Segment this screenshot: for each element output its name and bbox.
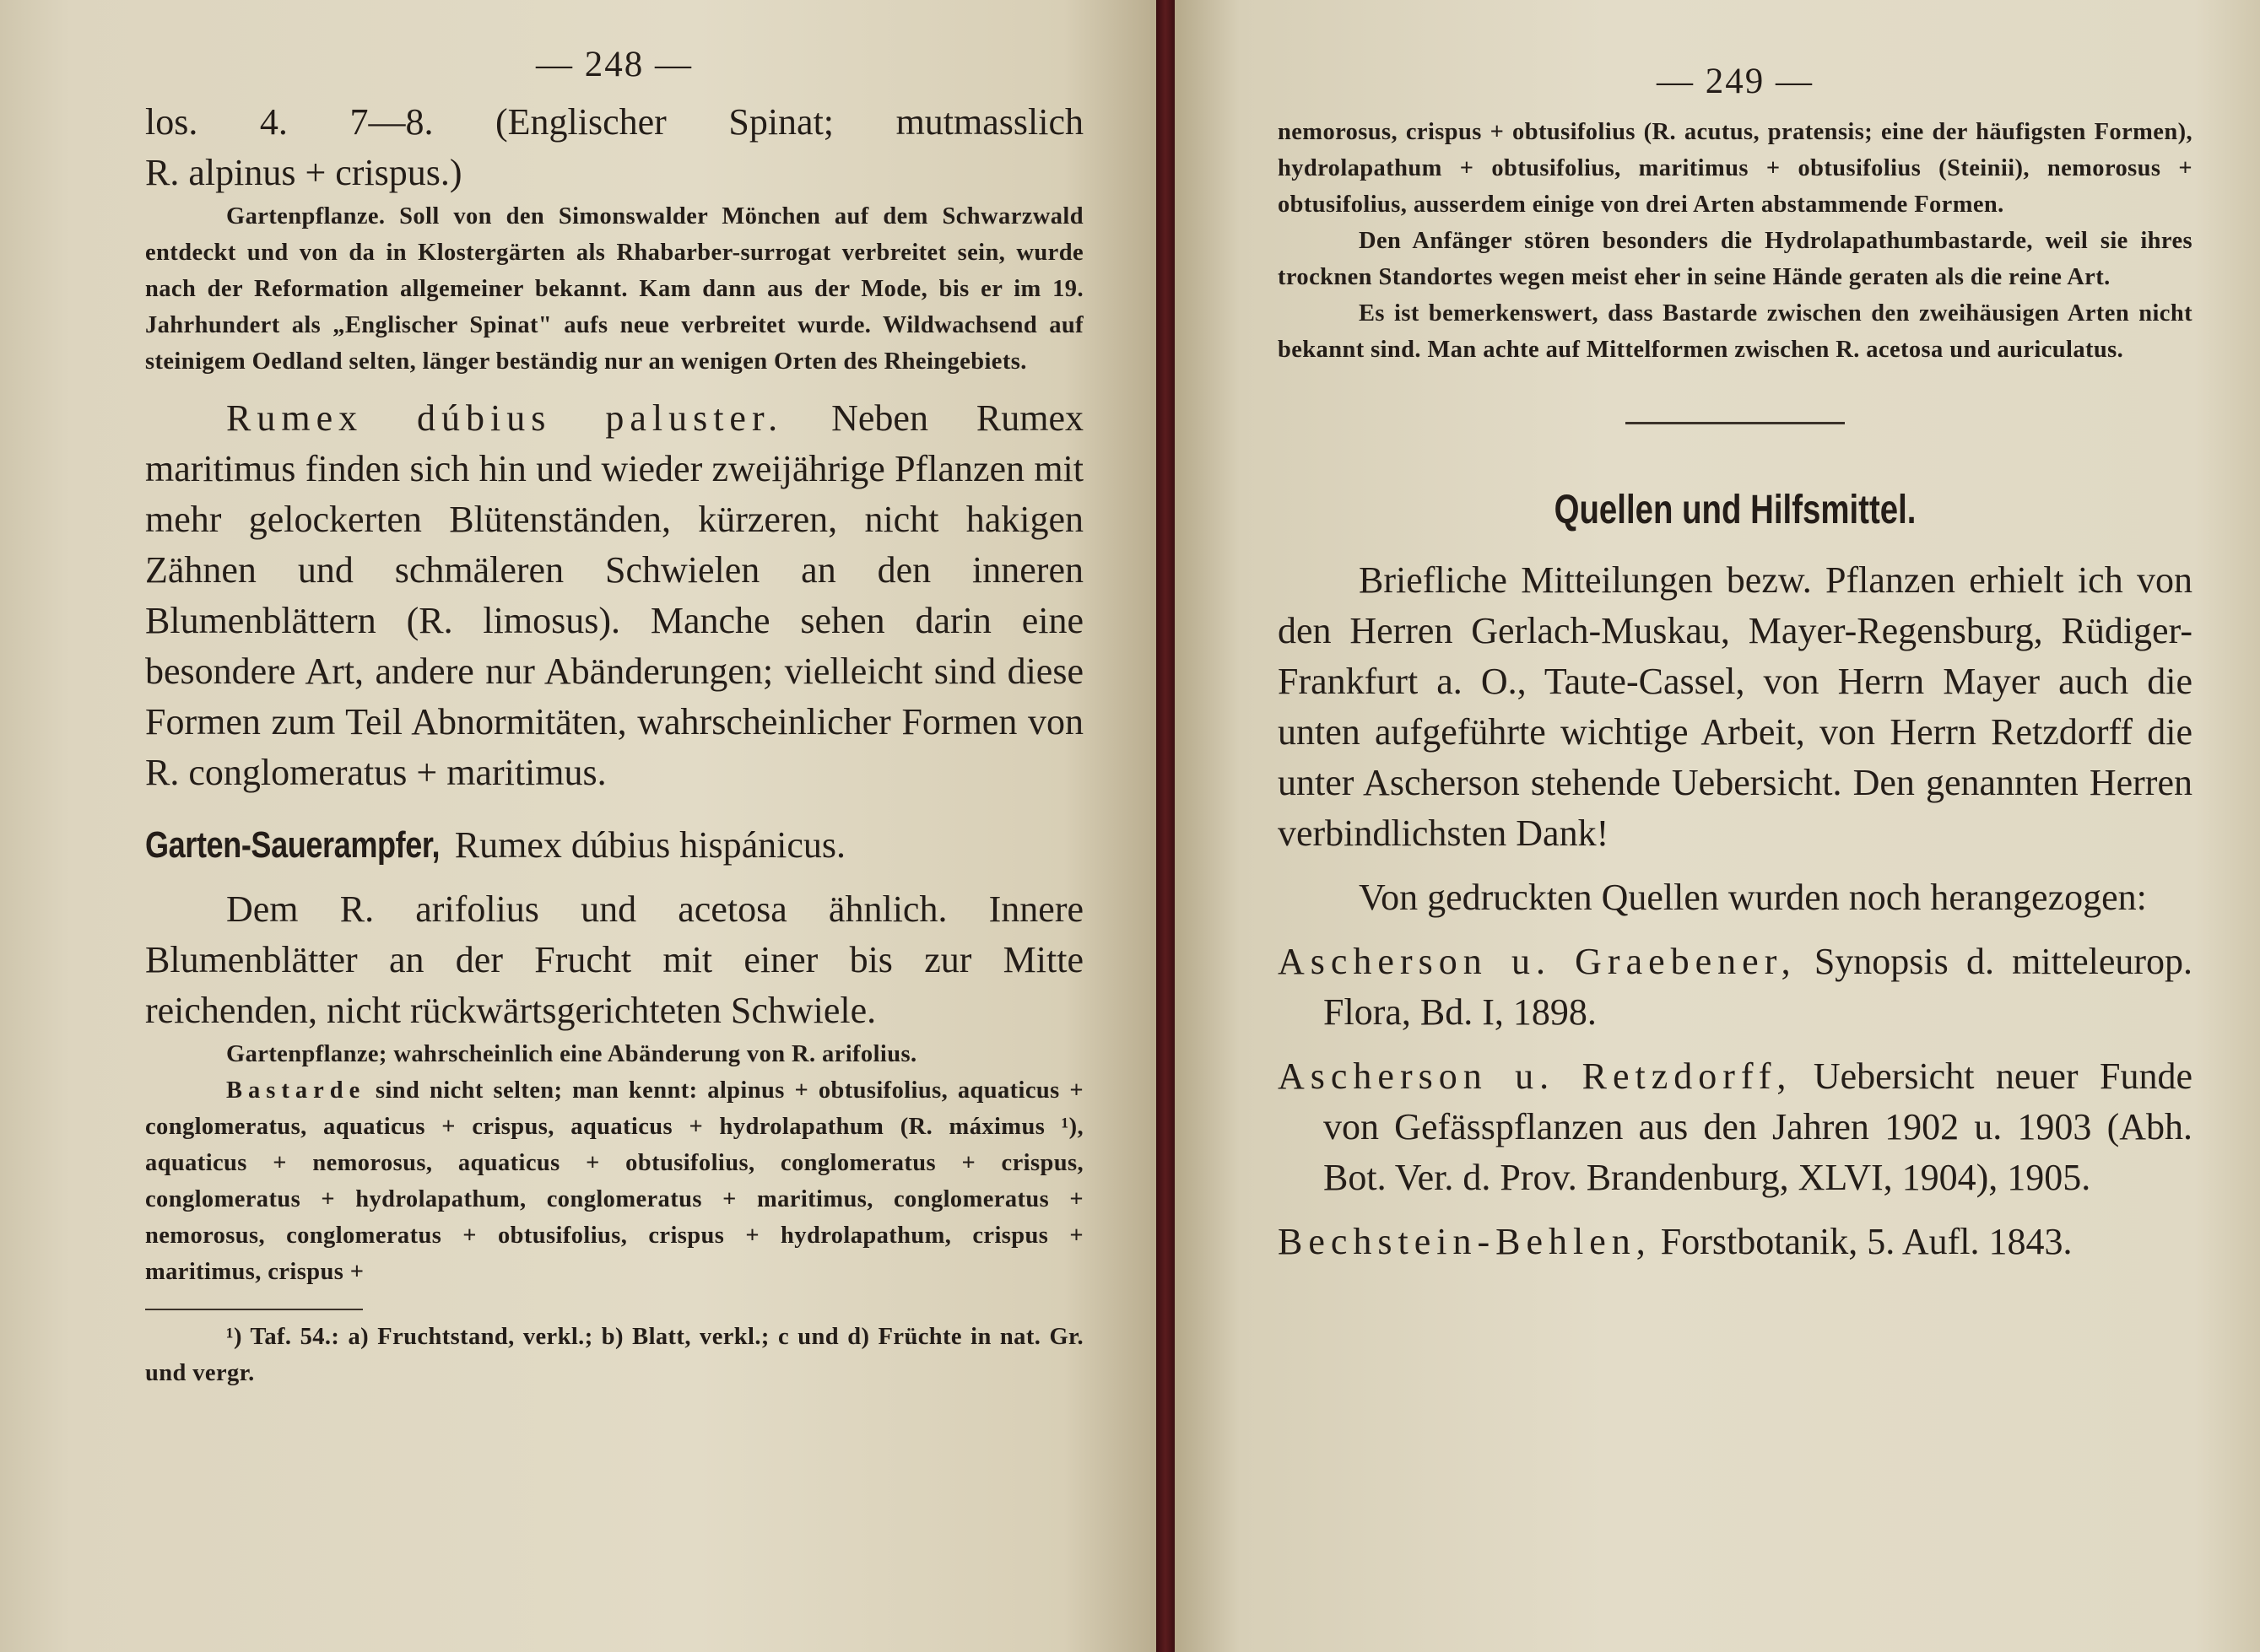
paragraph-hispanicus: Dem R. arifolius und acetosa ähnlich. Innere Blumenblätter an der Frucht mit einer bis zur Mitte reichenden, nicht rückwärtsgerichteten Schwiele. — [145, 888, 1084, 1031]
taxon-name: Rumex dúbius paluster. — [226, 397, 784, 439]
paragraph-bastarde — [145, 1072, 1084, 1290]
right-page — [1175, 0, 2260, 1652]
reference-item — [1278, 1217, 2192, 1267]
paragraph-hispanicus-note: Gartenpflanze; wahrscheinlich eine Abänderung von R. arifolius. — [226, 1041, 917, 1067]
reference-author: Ascherson u. Retzdorff, — [1278, 1055, 1792, 1097]
paragraph-paluster-body: Neben Rumex maritimus finden sich hin und wieder zweijährige Pflanzen mit mehr gelockerten Blütenständen, kürzeren, nicht hakigen Zähnen und schmäleren Schwielen an den inneren Blumenblättern (R. limosus). Manche sehen darin eine besondere Art, andere nur Abänderungen; vielleicht sind diese Formen zum Teil Abnormitäten, wahrscheinlicher Formen von R. conglomeratus + maritimus. — [145, 397, 1084, 793]
reference-text: Uebersicht neuer Funde von Gefässpflanzen aus den Jahren 1902 u. 1903 (Abh. Bot. Ver. d. Prov. Brandenburg, XLVI, 1904), 1905. — [1323, 1055, 2192, 1198]
paragraph-briefliche: Briefliche Mitteilungen bezw. Pflanzen erhielt ich von den Herren Gerlach-Muskau, Mayer-Regensburg, Rüdiger-Frankfurt a. O., Taute-Cassel, von Herrn Mayer auch die unten aufgeführte wichtige Arbeit, von Herrn Retzdorff die unter Ascherson stehende Uebersicht. Den genannten Herren verbindlichsten Dank! — [1278, 559, 2192, 854]
section-heading — [145, 820, 1084, 871]
paragraph-gedruckte: Von gedruckten Quellen wurden noch herangezogen: — [1359, 877, 2147, 918]
reference-item — [1278, 1051, 2192, 1203]
bastarde-body: sind nicht selten; man kennt: alpinus + obtusifolius, aquaticus + conglomeratus, aquaticus + crispus, aquaticus + hydrolapathum (R. máximus ¹), aquaticus + nemorosus, aquaticus + obtusifolius, conglomeratus + crispus, conglomeratus + hydrolapathum, conglomeratus + maritimus, conglomeratus + nemorosus, conglomeratus + obtusifolius, crispus + hydrolapathum, crispus + maritimus, crispus + — [145, 1077, 1084, 1285]
section-title — [1278, 487, 2192, 533]
bastarde-label: Bastarde — [226, 1077, 366, 1104]
footnote-rule — [145, 1309, 363, 1310]
reference-author: Bechstein-Behlen, — [1278, 1221, 1652, 1262]
page-number-right: — 249 — — [1657, 62, 1814, 101]
footnote: ¹) Taf. 54.: a) Fruchtstand, verkl.; b) Blatt, verkl.; c und d) Früchte in nat. Gr. und vergr. — [145, 1324, 1084, 1386]
paragraph-continuation: nemorosus, crispus + obtusifolius (R. acutus, pratensis; eine der häufigsten Formen), hydrolapathum + obtusifolius, maritimus + obtusifolius (Steinii), nemorosus + obtusifolius, ausserdem einige von drei Arten abstammende Formen. — [1278, 119, 2192, 218]
paragraph-anfaenger: Den Anfänger stören besonders die Hydrolapathumbastarde, weil sie ihres trocknen Standortes wegen meist eher in seine Hände geraten als die reine Art. — [1278, 228, 2192, 290]
section-title-text: Quellen und Hilfsmittel. — [1554, 488, 1917, 532]
reference-text: Forstbotanik, 5. Aufl. 1843. — [1660, 1221, 2073, 1262]
reference-author: Ascherson u. Graebener, — [1278, 941, 1797, 982]
paragraph-spinat-line2: R. alpinus + crispus.) — [145, 152, 462, 193]
paragraph-spinat-line1: los. 4. 7—8. (Englischer Spinat; mutmasslich — [145, 101, 1084, 143]
paragraph-bemerkenswert: Es ist bemerkenswert, dass Bastarde zwischen den zweihäusigen Arten nicht bekannt sind. Man achte auf Mittelformen zwischen R. acetosa und auriculatus. — [1278, 300, 2192, 363]
heading-taxon: Rumex dúbius hispánicus. — [454, 824, 846, 866]
paragraph-paluster — [145, 393, 1084, 798]
heading-garten-sauerampfer: Garten-Sauerampfer, — [145, 824, 441, 866]
reference-item — [1278, 937, 2192, 1038]
book-gutter — [1156, 0, 1175, 1652]
paragraph-gartenpflanze: Gartenpflanze. Soll von den Simonswalder Mönchen auf dem Schwarzwald entdeckt und von da in Klostergärten als Rhabarber-surrogat verbreitet sein, wurde nach der Reformation allgemeiner bekannt. Kam dann aus der Mode, bis er im 19. Jahrhundert als „Englischer Spinat" aufs neue verbreitet wurde. Wildwachsend auf steinigem Oedland selten, länger beständig nur an wenigen Orten des Rheingebiets. — [145, 203, 1084, 375]
reference-text: Synopsis d. mitteleurop. Flora, Bd. I, 1898. — [1323, 941, 2193, 1033]
page-number: — 248 — — [536, 45, 693, 84]
